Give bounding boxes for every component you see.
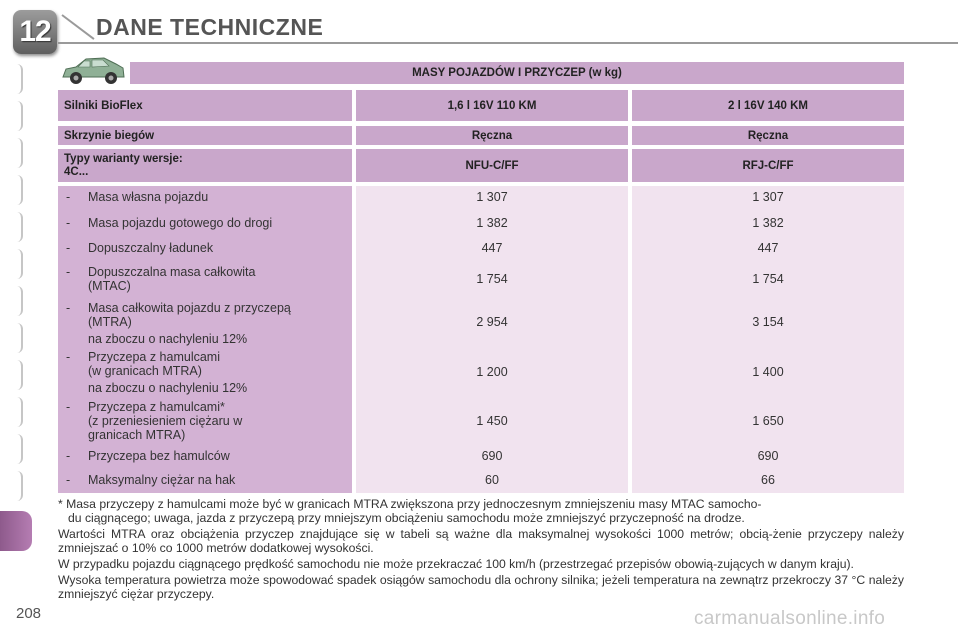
mass-row-label: - Maksymalny ciężar na hak	[66, 473, 236, 487]
engine-row	[58, 90, 904, 121]
gearbox-label: Skrzynie biegów	[58, 126, 352, 145]
mass-row-col2: 1 400	[752, 365, 784, 379]
chapter-tab[interactable]	[3, 175, 23, 205]
footnote-star-line1: * Masa przyczepy z hamulcami może być w granicach MTRA zwiększona przy jednoczesnym zmniejszeniu masy MTAC samocho-	[58, 497, 762, 511]
mass-row-col1: 1 200	[476, 365, 508, 379]
mass-row-col1: 690	[481, 449, 503, 463]
mass-row-col2: 1 382	[752, 216, 784, 230]
chapter-tab[interactable]	[3, 323, 23, 353]
chapter-tab[interactable]	[3, 138, 23, 168]
watermark: carmanualsonline.info	[694, 608, 886, 629]
chapter-tab[interactable]	[3, 397, 23, 427]
mass-row-col2: 1 754	[752, 272, 784, 286]
body-col1	[356, 186, 628, 493]
mass-row-col2: 3 154	[752, 315, 784, 329]
chapter-tab[interactable]	[3, 471, 23, 501]
variant-label	[58, 149, 352, 182]
mass-row-col2: 66	[761, 473, 775, 487]
note-speed: W przypadku pojazdu ciągnącego prędkość samochodu nie może przekraczać 100 km/h (przestrzegać przepisów obowią-zujących w danym kraju).	[58, 557, 854, 571]
mass-row-col1: 1 382	[476, 216, 508, 230]
car-icon	[60, 55, 126, 87]
mass-row-col1: 2 954	[476, 315, 508, 329]
note-temperature: Wysoka temperatura powietrza może spowodować spadek osiągów samochodu dla ochrony silnika; jeżeli temperatura na zewnątrz przekroczy 37 °C należy zmniejszyć ciężar przyczepy.	[58, 573, 904, 601]
table-caption: MASY POJAZDÓW I PRZYCZEP (w kg)	[130, 62, 904, 84]
chapter-tab[interactable]	[3, 212, 23, 242]
chapter-tab[interactable]	[3, 286, 23, 316]
chapter-tab[interactable]	[3, 101, 23, 131]
chapter-tab-active[interactable]	[0, 511, 32, 551]
engine-col2: 2 l 16V 140 KM	[632, 90, 904, 121]
chapter-tab[interactable]	[3, 64, 23, 94]
chapter-tab-strip	[0, 64, 24, 554]
gearbox-col1: Ręczna	[356, 126, 628, 145]
mass-row-col2: 447	[757, 241, 779, 255]
header-divider	[58, 42, 958, 44]
mass-row-label: - Przyczepa bez hamulców	[66, 449, 230, 463]
mass-row-label: - Masa własna pojazdu	[66, 190, 209, 204]
gearbox-col2: Ręczna	[632, 126, 904, 145]
variant-col1: NFU-C/FF	[356, 149, 628, 182]
mass-row-col1: 1 307	[476, 190, 508, 204]
mass-row-label: - Przyczepa z hamulcami* (z przeniesieniem ciężaru w granicach MTRA)	[66, 400, 243, 442]
mass-row-label: - Przyczepa z hamulcami (w granicach MTRA) na zboczu o nachyleniu 12%	[66, 350, 248, 395]
mass-row-col2: 1 307	[752, 190, 784, 204]
mass-row-col2: 690	[757, 449, 779, 463]
variant-col2: RFJ-C/FF	[632, 149, 904, 182]
engine-col1: 1,6 l 16V 110 KM	[356, 90, 628, 121]
chapter-badge	[13, 10, 57, 54]
mass-row-col1: 447	[481, 241, 503, 255]
variant-row	[58, 149, 904, 182]
header-divider-slant	[61, 14, 94, 40]
mass-row-col1: 1 754	[476, 272, 508, 286]
mass-row-label: - Dopuszczalna masa całkowita (MTAC)	[66, 265, 256, 293]
variant-label-line1: Typy warianty wersje:	[64, 152, 183, 165]
mass-row-col2: 1 650	[752, 414, 784, 428]
gearbox-row	[58, 126, 904, 145]
page-title: DANE TECHNICZNE	[96, 14, 324, 40]
page-number: 208	[16, 605, 42, 622]
engine-label: Silniki BioFlex	[58, 90, 352, 121]
footnotes	[58, 497, 904, 603]
variant-label-line2: 4C...	[64, 165, 89, 178]
mass-row-label: - Dopuszczalny ładunek	[66, 241, 214, 255]
chapter-tab[interactable]	[3, 249, 23, 279]
footnote-star-line2: du ciągnącego; uwaga, jazda z przyczepą przy mniejszym obciążeniu samochodu może zmniejszyć przyczepność na drodze.	[68, 511, 745, 525]
chapter-tab[interactable]	[3, 434, 23, 464]
note-altitude: Wartości MTRA oraz obciążenia przyczep znajdujące się w tabeli są ważne dla maksymalnej wysokości 1000 metrów; obcią-żenie przyczepy należy zmniejszać o 10% co 1000 metrów dodatkowej wysokości.	[58, 527, 904, 555]
chapter-number: 12	[19, 15, 51, 48]
mass-row-col1: 60	[485, 473, 499, 487]
footnote-star	[58, 497, 904, 525]
mass-row-label: - Masa pojazdu gotowego do drogi	[66, 216, 273, 230]
mass-row-label: - Masa całkowita pojazdu z przyczepą (MTRA) na zboczu o nachyleniu 12%	[66, 301, 291, 346]
chapter-tab[interactable]	[3, 360, 23, 390]
body-col2	[632, 186, 904, 493]
mass-row-col1: 1 450	[476, 414, 508, 428]
